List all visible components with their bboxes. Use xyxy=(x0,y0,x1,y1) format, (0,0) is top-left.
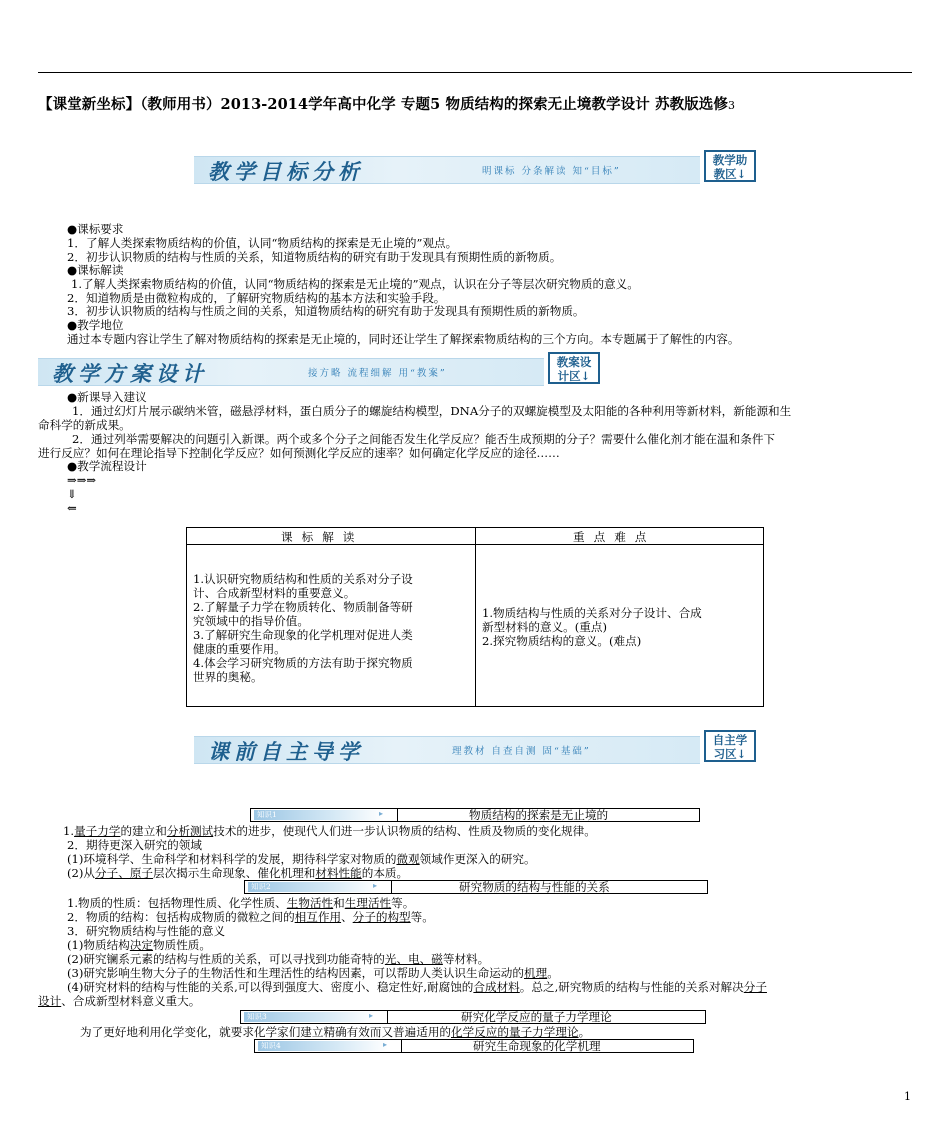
top-rule xyxy=(38,72,912,73)
banner-subtitle: 明课标 分条解读 知“目标” xyxy=(482,166,621,177)
banner-title: 课前自主导学 xyxy=(208,739,364,764)
banner-self-study xyxy=(194,730,756,766)
paragraph: 1．通过幻灯片展示碳纳米管，磁悬浮材料，蛋白质分子的螺旋结构模型，DNA分子的双螺旋模型及太阳能的各种利用等新材料，新能源和生 xyxy=(72,404,792,418)
paragraph: 3．初步认识物质的结构与性质之间的关系，知道物质结构的研究有助于发现具有预期性质的新物质。 xyxy=(67,304,585,318)
banner-teaching-goals xyxy=(194,150,756,186)
flow-arrow-left: ⇐ xyxy=(67,501,77,515)
paragraph: 1.了解人类探索物质结构的价值，认同“物质结构的探索是无止境的”观点，认识在分子等层次研究物质的意义。 xyxy=(71,277,639,291)
page-number: 1 xyxy=(904,1090,911,1103)
knowledge-bar-4: 知识4 ▸ 研究生命现象的化学机理 xyxy=(254,1039,694,1053)
heading-teaching-flow: ●教学流程设计 xyxy=(67,459,147,473)
paragraph: 命科学的新成果。 xyxy=(38,418,131,432)
knowledge-title: 研究物质的结构与性能的关系 xyxy=(459,880,610,894)
paragraph: 1.物质的性质：包括物理性质、化学性质、生物活性和生理活性等。 xyxy=(67,896,415,910)
heading-curriculum-requirements: ●课标要求 xyxy=(67,222,124,236)
knowledge-title: 研究生命现象的化学机理 xyxy=(473,1039,601,1053)
paragraph: 2．物质的结构：包括构成物质的微粒之间的相互作用、分子的构型等。 xyxy=(67,910,434,924)
heading-new-lesson-intro: ●新课导入建议 xyxy=(67,390,147,404)
banner-title: 教学方案设计 xyxy=(52,361,208,386)
table-header-key-points: 重点难点 xyxy=(573,530,656,544)
curriculum-table xyxy=(186,527,764,707)
paragraph: 1．了解人类探索物质结构的价值，认同“物质结构的探索是无止境的”观点。 xyxy=(67,236,458,250)
knowledge-title: 研究化学反应的量子力学理论 xyxy=(461,1010,612,1024)
paragraph: 设计、合成新型材料意义重大。 xyxy=(38,994,201,1008)
knowledge-bar-3: 知识3 ▸ 研究化学反应的量子力学理论 xyxy=(240,1010,706,1024)
knowledge-tag: 知识1 xyxy=(257,810,277,819)
paragraph: 2．通过列举需要解决的问题引入新课。两个或多个分子之间能否发生化学反应？能否生成预期的分子？需要什么催化剂才能在温和条件下 xyxy=(72,432,776,446)
paragraph: (3)研究影响生物大分子的生物活性和生理活性的结构因素，可以帮助人类认识生命运动的机理。 xyxy=(67,966,559,980)
heading-curriculum-interpretation: ●课标解读 xyxy=(67,263,124,277)
knowledge-title: 物质结构的探索是无止境的 xyxy=(469,808,609,822)
knowledge-tag: 知识4 xyxy=(261,1041,281,1050)
heading-teaching-position: ●教学地位 xyxy=(67,318,124,332)
paragraph: 1.量子力学的建立和分析测试技术的进步，使现代人们进一步认识物质的结构、性质及物质的变化规律。 xyxy=(63,824,596,838)
paragraph: (2)从分子、原子层次揭示生命现象、催化机理和材料性能的本质。 xyxy=(67,866,409,880)
flow-arrow-down: ⇓ xyxy=(67,487,77,501)
table-header-interpretation: 课标解读 xyxy=(281,530,364,544)
paragraph: (1)物质结构决定物质性质。 xyxy=(67,938,211,952)
knowledge-tag: 知识2 xyxy=(251,882,271,891)
paragraph: (2)研究镧系元素的结构与性质的关系，可以寻找到功能奇特的光、电、磁等材料。 xyxy=(67,952,490,966)
paragraph: 2．期待更深入研究的领域 xyxy=(67,838,202,852)
paragraph: 为了更好地利用化学变化，就要求化学家们建立精确有效而又普遍适用的化学反应的量子力学理论。 xyxy=(80,1025,591,1039)
banner-teaching-plan xyxy=(38,352,600,388)
banner-subtitle: 理教材 自查自测 固“基础” xyxy=(452,746,591,757)
table-cell-key-points: 1.物质结构与性质的关系对分子设计、合成 新型材料的意义。(重点) 2.探究物质结构的意义。(难点) xyxy=(482,606,702,648)
banner-subtitle: 接方略 流程细解 用“教案” xyxy=(308,368,447,379)
banner-title: 教学目标分析 xyxy=(208,159,364,184)
knowledge-tag: 知识3 xyxy=(247,1012,267,1021)
paragraph: (1)环境科学、生命科学和材料科学的发展，期待科学家对物质的微观领域作更深入的研究。 xyxy=(67,852,536,866)
flow-arrows: ⇒⇒⇒ xyxy=(67,473,97,487)
paragraph: 进行反应？如何在理论指导下控制化学反应？如何预测化学反应的速率？如何确定化学反应的途径…… xyxy=(38,446,560,460)
paragraph: 3．研究物质结构与性能的意义 xyxy=(67,924,226,938)
paragraph: 通过本专题内容让学生了解对物质结构的探索是无止境的，同时还让学生了解探索物质结构的三个方向。本专题属于了解性的内容。 xyxy=(67,332,740,346)
knowledge-bar-1: 知识1 ▸ 物质结构的探索是无止境的 xyxy=(250,808,700,822)
banner-badge: 自主学 习区↓ xyxy=(704,730,756,762)
document-title: 【课堂新坐标】（教师用书）2013-2014学年高中化学 专题5 物质结构的探索无止境教学设计 苏教版选修3 xyxy=(38,96,736,113)
table-cell-interpretation: 1.认识研究物质结构和性质的关系对分子设 计、合成新型材料的重要意义。 2.了解量子力学在物质转化、物质制备等研 究领域中的指导价值。 3.了解研究生命现象的化学机理对促进人类 健康的重要作用。 4.体会学习研究物质的方法有助于探究物质 世界的奥秘。 xyxy=(193,572,413,684)
knowledge-bar-2: 知识2 ▸ 研究物质的结构与性能的关系 xyxy=(244,880,708,894)
paragraph: (4)研究材料的结构与性能的关系,可以得到强度大、密度小、稳定性好,耐腐蚀的合成材料。总之,研究物质的结构与性能的关系对解决分子 xyxy=(67,980,767,994)
paragraph: 2．初步认识物质的结构与性质的关系，知道物质结构的研究有助于发现具有预期性质的新物质。 xyxy=(67,250,562,264)
banner-badge: 教学助 教区↓ xyxy=(704,150,756,182)
banner-badge: 教案设 计区↓ xyxy=(548,352,600,384)
paragraph: 2．知道物质是由微粒构成的，了解研究物质结构的基本方法和实验手段。 xyxy=(67,291,446,305)
